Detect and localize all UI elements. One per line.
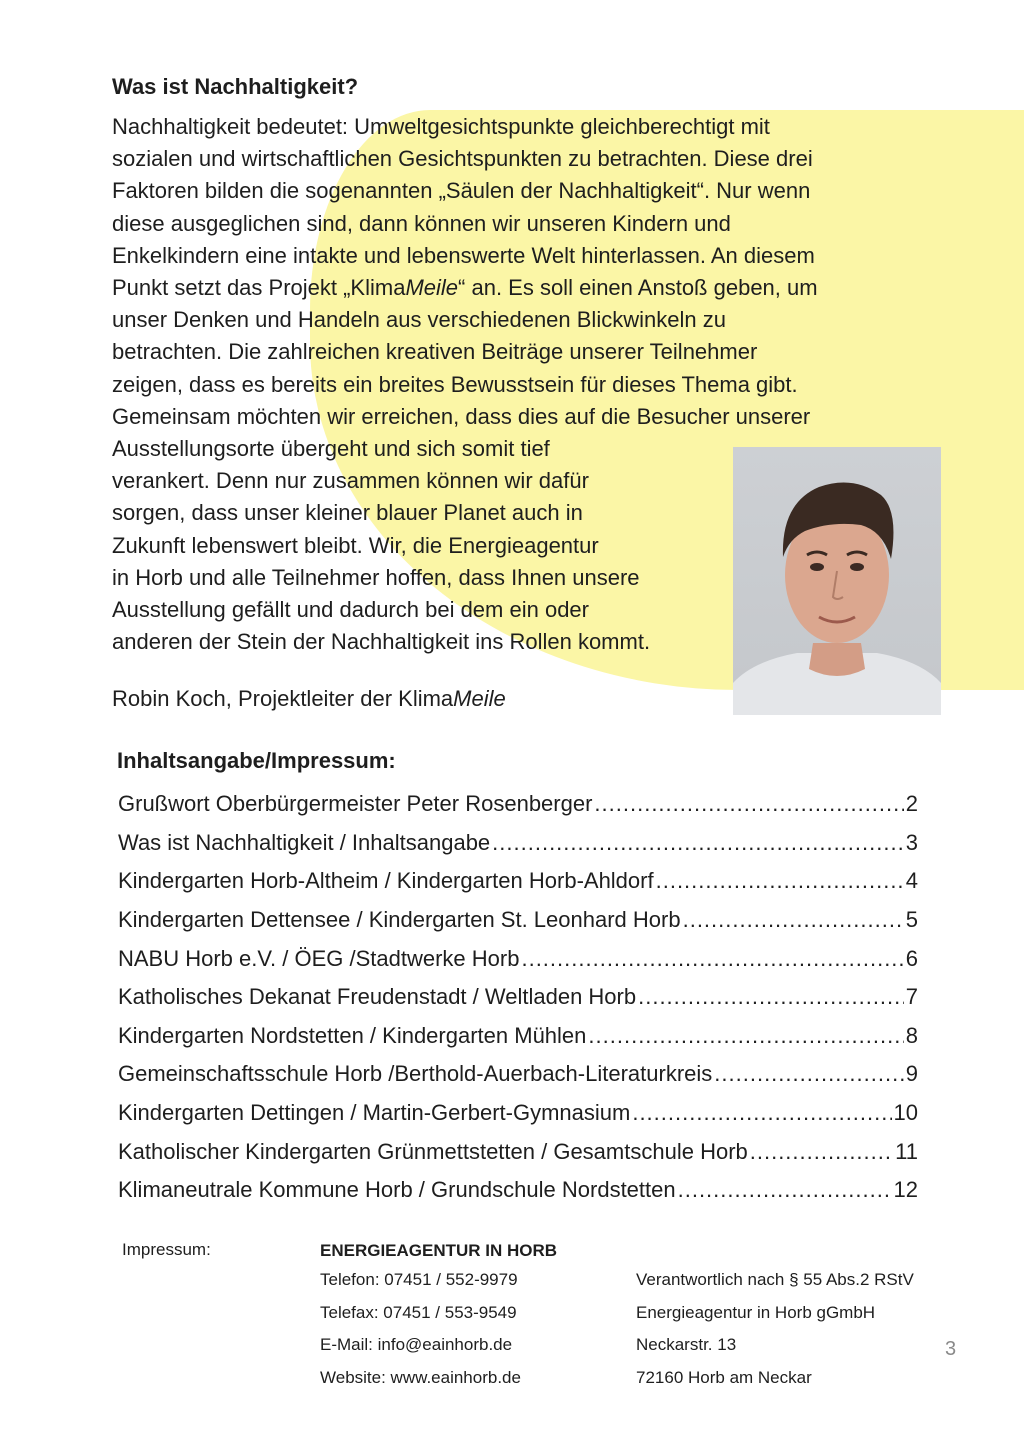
- toc-entry-title: Kindergarten Nordstetten / Kindergarten Mühlen: [118, 1022, 587, 1048]
- text-fragment: “ an. Es soll einen Anstoß geben, um: [458, 275, 818, 301]
- text-line: Nachhaltigkeit bedeutet: Umweltgesichtspunkte gleichberechtigt mit: [112, 114, 770, 139]
- toc-entry: [118, 1171, 918, 1210]
- toc-entry-title: Was ist Nachhaltigkeit / Inhaltsangabe: [118, 829, 491, 855]
- toc-entry-page: 6: [905, 945, 918, 971]
- toc-entry-title: Katholisches Dekanat Freudenstadt / Weltladen Horb: [118, 984, 637, 1010]
- toc-leader-dots: [521, 946, 903, 972]
- toc-entry-page: 12: [893, 1177, 918, 1203]
- impressum-address: [636, 1264, 914, 1394]
- text-line: diese ausgeglichen sind, dann können wir unseren Kindern und: [112, 210, 731, 236]
- toc-leader-dots: [750, 1139, 893, 1165]
- text-line: betrachten. Die zahlreichen kreativen Beiträge unserer Teilnehmer: [112, 339, 758, 365]
- page-number: 3: [945, 1338, 957, 1360]
- toc-entry: [118, 1094, 918, 1133]
- toc-entry: [118, 1017, 918, 1056]
- text-line: Enkelkindern eine intakte und lebenswerte Welt hinterlassen. An diesem: [112, 242, 815, 268]
- text-line: [112, 272, 912, 304]
- impressum-telefax: Telefax: 07451 / 553-9549: [320, 1302, 517, 1322]
- table-of-contents: [118, 785, 918, 1210]
- toc-entry-title: Gemeinschaftsschule Horb /Berthold-Auerbach-Literaturkreis: [118, 1061, 713, 1087]
- toc-entry: [118, 978, 918, 1017]
- impressum-responsible: Verantwortlich nach § 55 Abs.2 RStV: [636, 1270, 914, 1289]
- toc-entry-title: NABU Horb e.V. / ÖEG /Stadtwerke Horb: [118, 945, 520, 971]
- impressum-label: Impressum:: [122, 1240, 211, 1259]
- toc-entry-page: 4: [905, 868, 918, 894]
- toc-leader-dots: [714, 1061, 903, 1087]
- portrait-photo: [733, 447, 941, 715]
- toc-entry-title: Kindergarten Dettensee / Kindergarten St. Leonhard Horb: [118, 907, 681, 933]
- impressum-telefon: Telefon: 07451 / 552-9979: [320, 1270, 518, 1289]
- toc-entry-title: Kindergarten Dettingen / Martin-Gerbert-Gymnasium: [118, 1100, 631, 1126]
- text-line: Ausstellungsorte übergeht und sich somit tief: [112, 436, 550, 462]
- toc-entry-page: 10: [893, 1100, 918, 1126]
- toc-entry-title: Kindergarten Horb-Altheim / Kindergarten Horb-Ahldorf: [118, 868, 654, 894]
- toc-leader-dots: [594, 791, 903, 817]
- impressum-contact: [320, 1238, 557, 1394]
- toc-entry: [118, 862, 918, 901]
- impressum-street: Neckarstr. 13: [636, 1335, 737, 1354]
- impressum-org: ENERGIEAGENTUR IN HORB: [320, 1241, 558, 1260]
- signature-text: Robin Koch, Projektleiter der Klima: [112, 686, 454, 711]
- italic-fragment: Meile: [405, 275, 459, 301]
- toc-entry-page: 2: [905, 791, 918, 817]
- toc-entry-page: 3: [905, 829, 918, 855]
- text-line: sorgen, dass unser kleiner blauer Planet auch in: [112, 500, 583, 526]
- toc-leader-dots: [588, 1023, 903, 1049]
- page-heading: Was ist Nachhaltigkeit?: [112, 74, 359, 99]
- toc-entry-title: Klimaneutrale Kommune Horb / Grundschule Nordstetten: [118, 1177, 676, 1203]
- text-line: zeigen, dass es bereits ein breites Bewusstsein für dieses Thema gibt.: [112, 371, 798, 397]
- toc-entry: [118, 785, 918, 824]
- portrait-illustration: [733, 447, 941, 715]
- text-line: Faktoren bilden die sogenannten „Säulen der Nachhaltigkeit“. Nur wenn: [112, 178, 811, 204]
- toc-leader-dots: [632, 1100, 891, 1126]
- toc-leader-dots: [638, 984, 904, 1010]
- toc-leader-dots: [683, 907, 904, 933]
- toc-entry-title: Katholischer Kindergarten Grünmettstetten / Gesamtschule Horb: [118, 1138, 748, 1164]
- toc-title: Inhaltsangabe/Impressum:: [117, 748, 396, 773]
- text-line: in Horb und alle Teilnehmer hoffen, dass Ihnen unsere: [112, 564, 640, 590]
- text-line: anderen der Stein der Nachhaltigkeit ins Rollen kommt.: [112, 629, 651, 655]
- toc-entry: [118, 901, 918, 940]
- toc-entry-title: Grußwort Oberbürgermeister Peter Rosenberger: [118, 791, 593, 817]
- text-line: verankert. Denn nur zusammen können wir dafür: [112, 468, 589, 494]
- toc-entry: [118, 939, 918, 978]
- text-line: Ausstellung gefällt und dadurch bei dem ein oder: [112, 597, 589, 623]
- impressum-company: Energieagentur in Horb gGmbH: [636, 1302, 876, 1322]
- toc-entry: [118, 1132, 918, 1171]
- toc-leader-dots: [678, 1177, 892, 1203]
- impressum-email: E-Mail: info@eainhorb.de: [320, 1335, 513, 1354]
- toc-leader-dots: [656, 868, 904, 894]
- text-fragment: Punkt setzt das Projekt „Klima: [112, 275, 406, 301]
- toc-entry-page: 7: [905, 984, 918, 1010]
- signature-italic: Meile: [453, 686, 506, 711]
- signature: [112, 686, 506, 712]
- text-line: unser Denken und Handeln aus verschiedenen Blickwinkeln zu: [112, 307, 726, 333]
- toc-entry-page: 5: [905, 907, 918, 933]
- impressum-website: Website: www.eainhorb.de: [320, 1367, 521, 1387]
- text-line: sozialen und wirtschaftlichen Gesichtspunkten zu betrachten. Diese drei: [112, 146, 813, 172]
- toc-entry-page: 9: [905, 1061, 918, 1087]
- toc-entry: [118, 824, 918, 863]
- toc-entry-page: 8: [905, 1022, 918, 1048]
- impressum-city: 72160 Horb am Neckar: [636, 1367, 812, 1387]
- text-line: Gemeinsam möchten wir erreichen, dass dies auf die Besucher unserer: [112, 403, 811, 429]
- text-line: Zukunft lebenswert bleibt. Wir, die Energieagentur: [112, 532, 599, 558]
- toc-leader-dots: [492, 830, 904, 856]
- toc-entry-page: 11: [895, 1138, 918, 1164]
- toc-entry: [118, 1055, 918, 1094]
